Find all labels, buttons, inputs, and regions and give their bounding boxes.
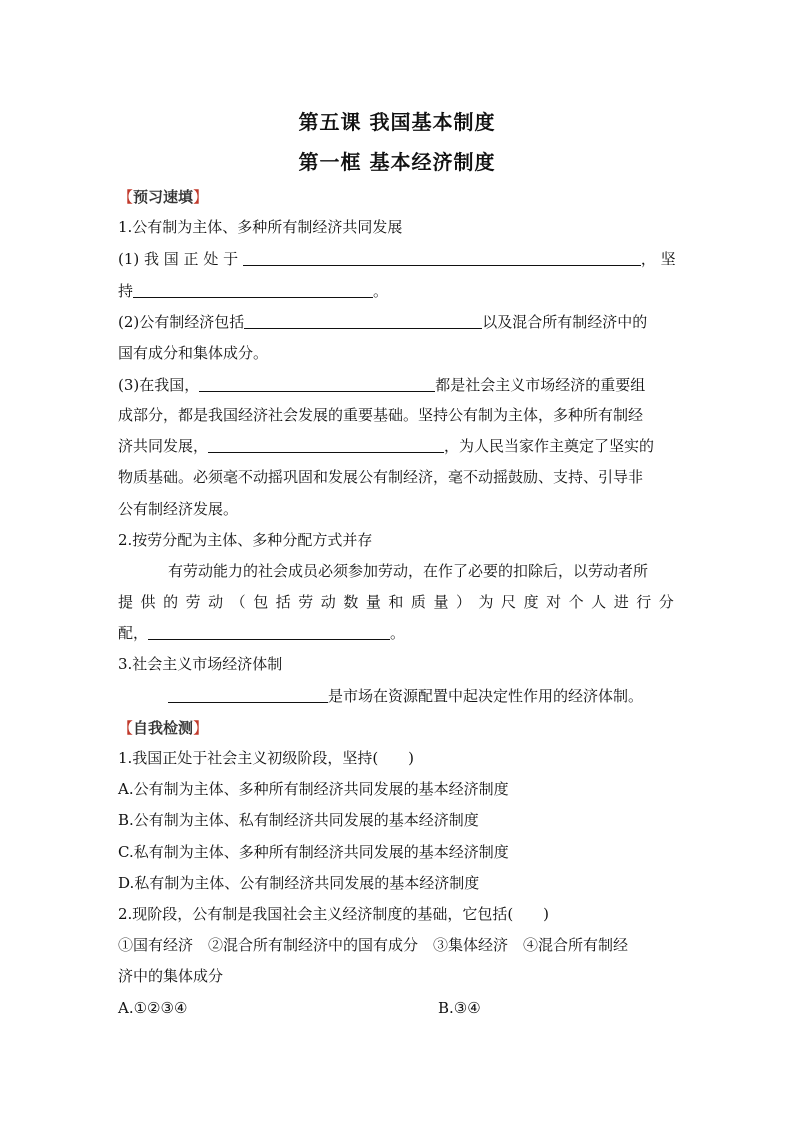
preview-line-3a	[118, 375, 645, 395]
justified-char: 人	[591, 593, 607, 611]
fill-blank[interactable]	[244, 313, 482, 329]
justified-char: 度	[523, 593, 539, 611]
preview-heading-3: 3.社会主义市场经济体制	[118, 655, 283, 673]
justified-char: 行	[636, 593, 652, 611]
check-q2-items-b: 济中的集体成分	[118, 967, 224, 985]
justified-char: 进	[613, 593, 629, 611]
text-segment: 济共同发展，	[118, 437, 209, 455]
check-q1-option-b[interactable]: B.公有制为主体、私有制经济共同发展的基本经济制度	[118, 811, 479, 829]
justified-char: 对	[546, 593, 562, 611]
preview-line-1b	[118, 281, 388, 301]
preview-line-2b: 国有成分和集体成分。	[118, 344, 269, 362]
fill-blank[interactable]	[243, 250, 641, 266]
preview-heading-2: 2.按劳分配为主体、多种分配方式并存	[118, 531, 373, 549]
preview-line-q3	[168, 686, 643, 706]
text-segment: (3)在我国，	[118, 376, 200, 394]
preview-line-q2c	[118, 623, 405, 643]
justified-char: 数	[343, 593, 359, 611]
preview-line-2a	[118, 312, 647, 332]
justified-char: 提	[118, 593, 134, 611]
justified-char: 量	[365, 593, 381, 611]
justified-char: 为	[478, 593, 494, 611]
text-segment: ，为人民当家作主奠定了坚实的	[444, 437, 655, 455]
check-section-heading	[118, 717, 208, 738]
preview-line-1a	[118, 249, 676, 269]
justified-char: （	[230, 593, 246, 611]
justified-char: ）	[455, 593, 471, 611]
preview-line-q2b	[118, 592, 674, 612]
lesson-title: 第五课 我国基本制度	[298, 110, 496, 134]
justified-char: 动	[320, 593, 336, 611]
justified-char: 供	[140, 593, 156, 611]
preview-section-heading	[118, 186, 208, 207]
check-q2-option-b[interactable]: B.③④	[438, 999, 481, 1017]
preview-line-q2a: 有劳动能力的社会成员必须参加劳动，在作了必要的扣除后，以劳动者所	[168, 562, 649, 580]
check-q2-option-a[interactable]: A.①②③④	[118, 999, 188, 1017]
fill-blank[interactable]	[208, 437, 444, 453]
justified-char: 劳	[185, 593, 201, 611]
preview-line-3c	[118, 436, 654, 456]
text-segment: 。	[373, 282, 389, 300]
justified-char: 包	[253, 593, 269, 611]
justified-char: 量	[433, 593, 449, 611]
preview-line-3d: 物质基础。必须毫不动摇巩固和发展公有制经济，毫不动摇鼓励、支持、引导非	[118, 468, 644, 486]
fill-blank[interactable]	[199, 376, 435, 392]
preview-line-3e: 公有制经济发展。	[118, 500, 239, 518]
justified-char: 分	[658, 593, 674, 611]
fill-blank[interactable]	[133, 282, 373, 298]
bracket-close: 】	[193, 719, 209, 737]
text-segment: 配，	[118, 624, 149, 642]
fill-blank[interactable]	[148, 624, 390, 640]
check-question-1: 1.我国正处于社会主义初级阶段，坚持( )	[118, 749, 415, 767]
text-segment: (1) 我 国 正 处 于	[118, 250, 239, 268]
check-section-label: 自我检测	[133, 719, 194, 737]
text-segment: (2)公有制经济包括	[118, 313, 245, 331]
preview-section-label: 预习速填	[133, 188, 194, 206]
preview-heading-1: 1.公有制为主体、多种所有制经济共同发展	[118, 218, 403, 236]
text-segment: 是市场在资源配置中起决定性作用的经济体制。	[328, 687, 644, 705]
text-segment: 持	[118, 282, 134, 300]
check-q2-items-a: ①国有经济 ②混合所有制经济中的国有成分 ③集体经济 ④混合所有制经	[118, 936, 629, 954]
fill-blank[interactable]	[168, 687, 328, 703]
justified-char: 个	[568, 593, 584, 611]
bracket-close: 】	[193, 188, 209, 206]
check-question-2: 2.现阶段，公有制是我国社会主义经济制度的基础，它包括( )	[118, 905, 550, 923]
preview-line-3b: 成部分，都是我国经济社会发展的重要基础。坚持公有制为主体，多种所有制经	[118, 406, 644, 424]
check-q1-option-c[interactable]: C.私有制为主体、多种所有制经济共同发展的基本经济制度	[118, 843, 509, 861]
section-title: 第一框 基本经济制度	[298, 150, 496, 174]
justified-char: 尺	[501, 593, 517, 611]
check-q1-option-a[interactable]: A.公有制为主体、多种所有制经济共同发展的基本经济制度	[118, 780, 509, 798]
justified-char: 质	[410, 593, 426, 611]
bracket-open: 【	[118, 719, 134, 737]
justified-char: 劳	[298, 593, 314, 611]
text-segment: 以及混合所有制经济中的	[482, 313, 648, 331]
bracket-open: 【	[118, 188, 134, 206]
text-segment: ， 坚	[640, 250, 676, 268]
justified-char: 和	[388, 593, 404, 611]
text-segment: 。	[390, 624, 406, 642]
justified-char: 动	[208, 593, 224, 611]
justified-char: 括	[275, 593, 291, 611]
check-q1-option-d[interactable]: D.私有制为主体、公有制经济共同发展的基本经济制度	[118, 874, 480, 892]
text-segment: 都是社会主义市场经济的重要组	[435, 376, 646, 394]
justified-char: 的	[163, 593, 179, 611]
